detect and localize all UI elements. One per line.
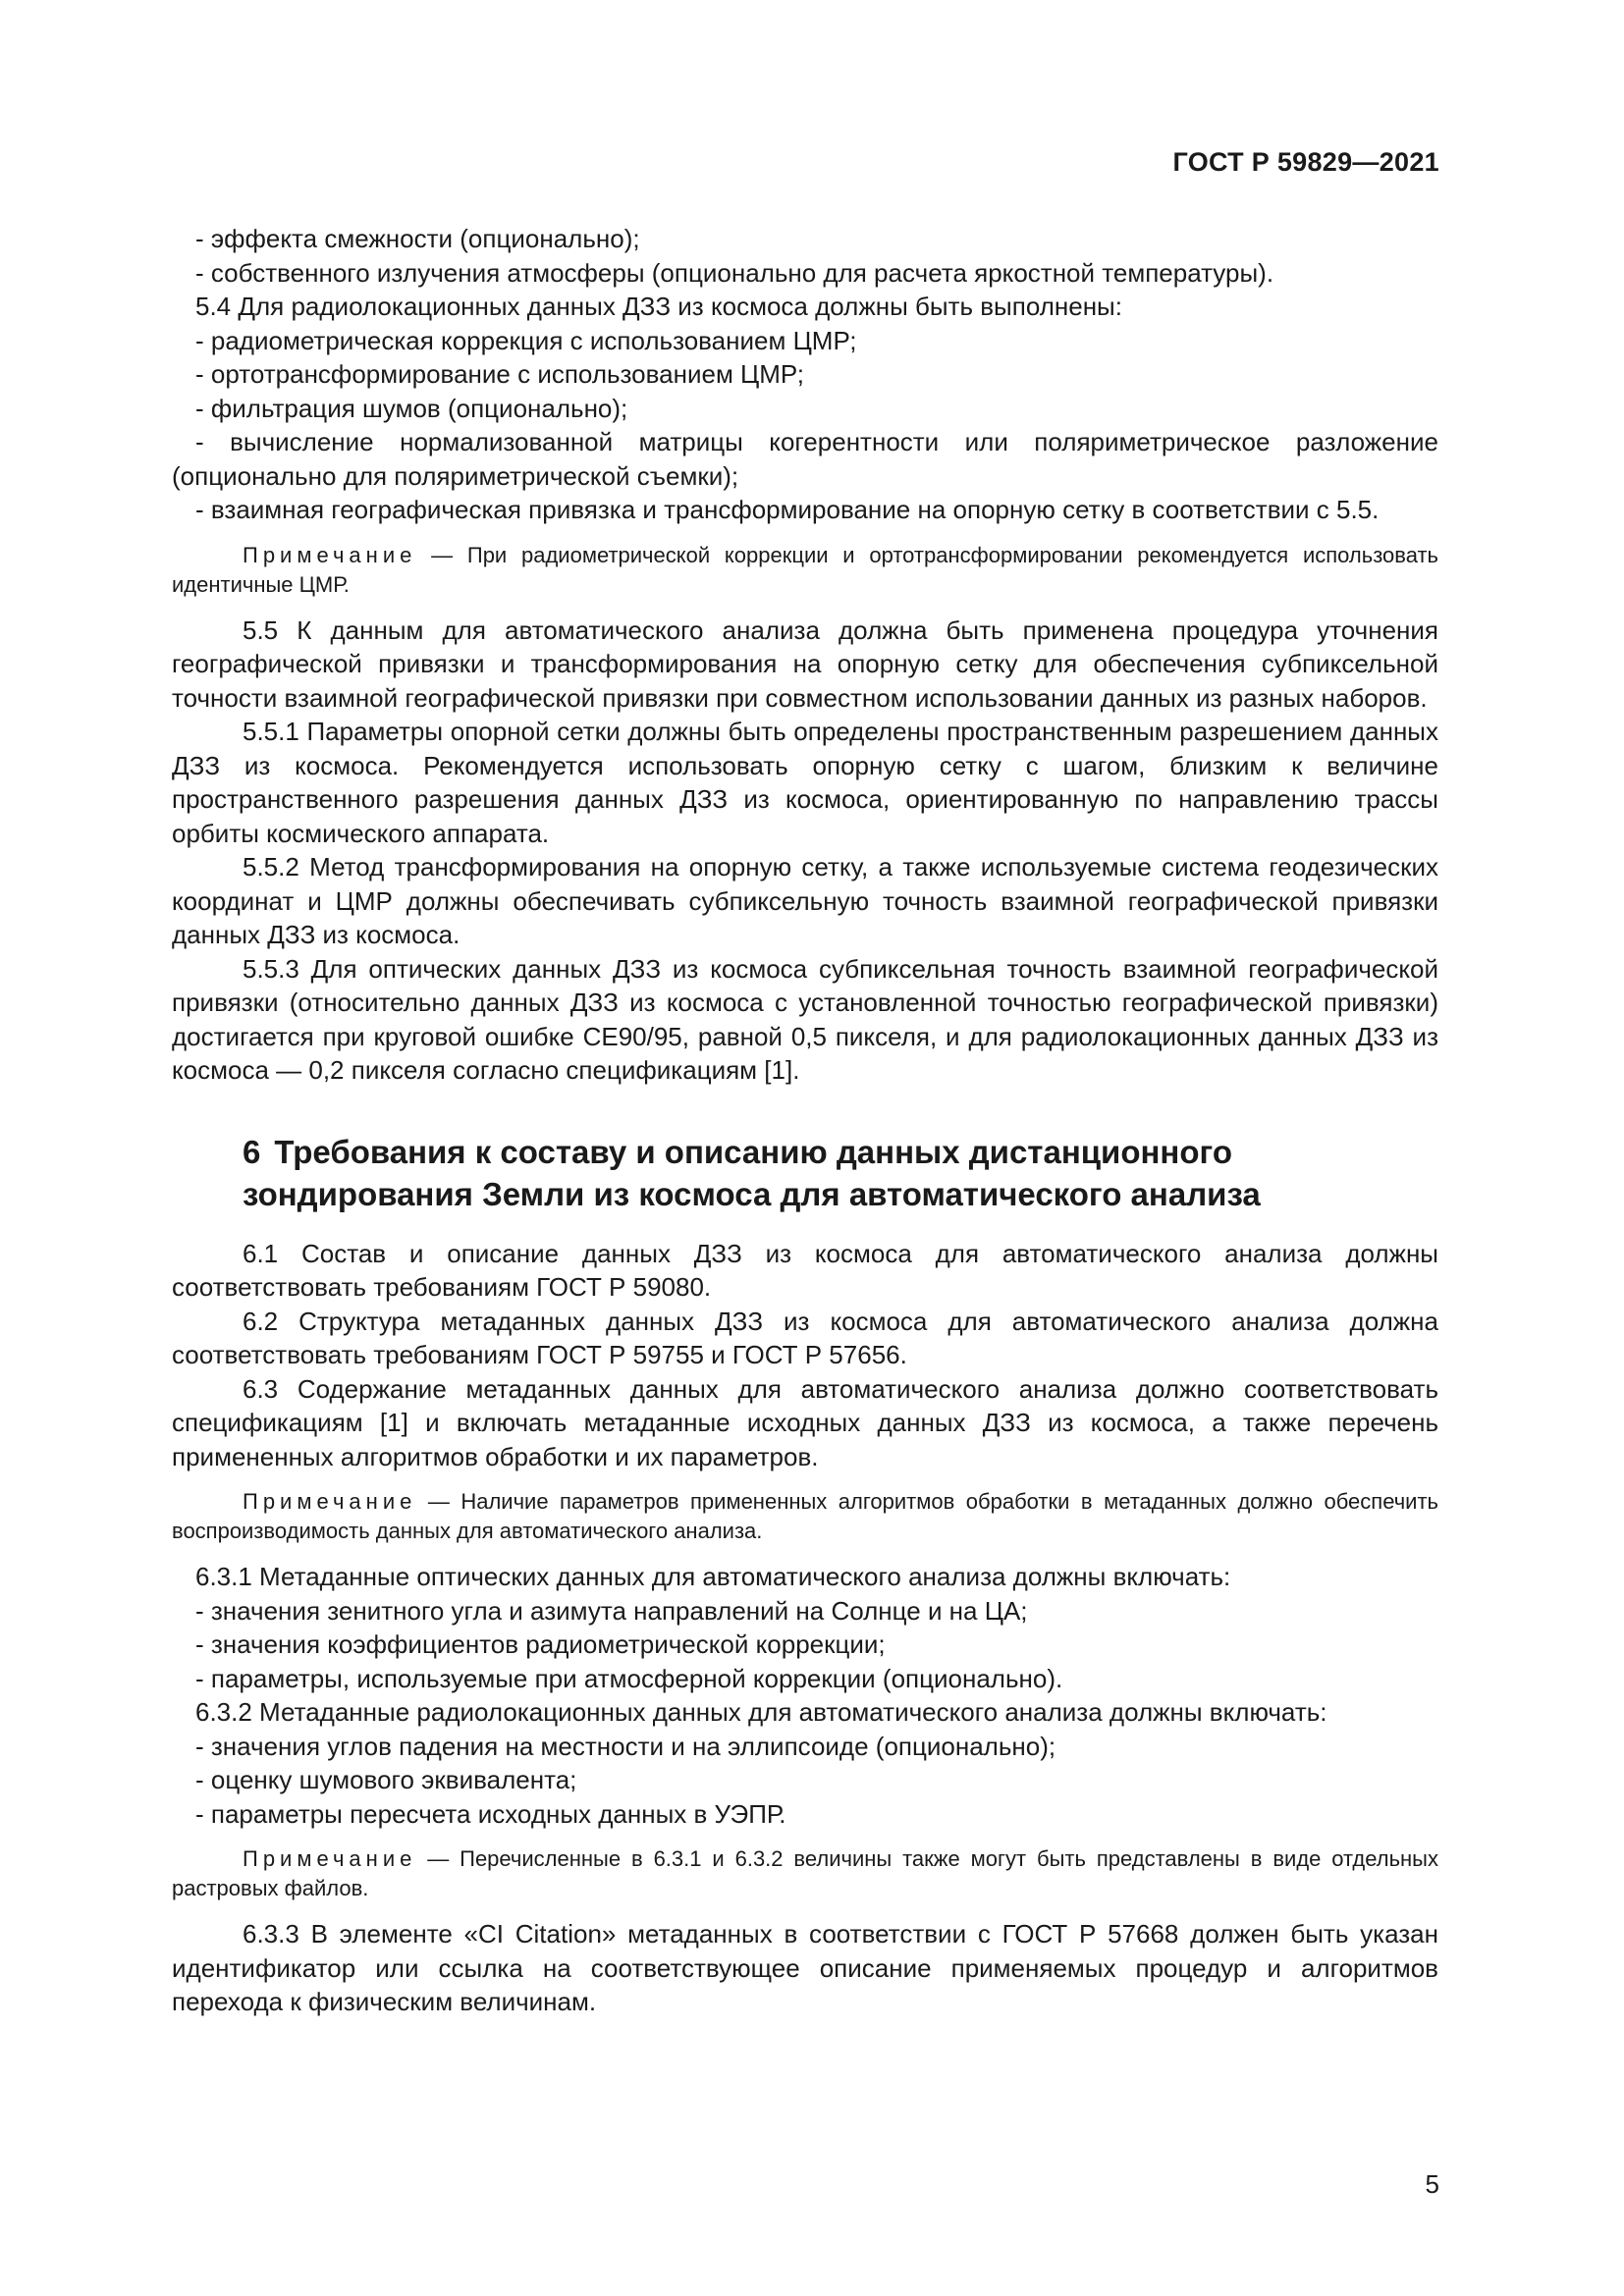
page-number: 5 [1425, 2169, 1439, 2199]
note-text: — Перечисленные в 6.3.1 и 6.3.2 величины также могут быть представлены в виде отдельных растровых файлов. [172, 1846, 1438, 1900]
note-2 [172, 1487, 1438, 1546]
note-label: Примечание [243, 542, 417, 567]
list-item: - параметры пересчета исходных данных в УЭПР. [195, 1798, 786, 1829]
note-1 [172, 541, 1438, 600]
note-text: — При радиометрической коррекции и ортотрансформировании рекомендуется использовать идентичные ЦМР. [172, 542, 1438, 597]
list-item: - параметры, используемые при атмосферной коррекции (опционально). [195, 1663, 1063, 1693]
clause-5-4: 5.4 Для радиолокационных данных ДЗЗ из космоса должны быть выполнены: [195, 292, 1122, 321]
note-3 [172, 1844, 1438, 1903]
list-item: - собственного излучения атмосферы (опционально для расчета яркостной температуры). [195, 257, 1274, 288]
clause-5-5: 5.5 К данным для автоматического анализа должна быть применена процедура уточнения географической привязки и трансформирования на опорную сетку для обеспечения субпиксельной точности взаимной географической привязки при совместном использовании данных из разных наборов. [172, 614, 1438, 713]
clause-6-3-3: 6.3.3 В элементе «CI Citation» метаданных в соответствии с ГОСТ Р 57668 должен быть указан идентификатор или ссылка на соответствующее описание применяемых процедур и алгоритмов перехода к физическим величинам. [172, 1919, 1438, 2016]
clause-6-2: 6.2 Структура метаданных данных ДЗЗ из космоса для автоматического анализа должна соответствовать требованиям ГОСТ Р 59755 и ГОСТ Р 57656. [172, 1306, 1438, 1369]
list-item: - ортотрансформирование с использованием ЦМР; [195, 359, 804, 389]
note-label: Примечание [243, 1846, 417, 1871]
list-item: - взаимная географическая привязка и трансформирование на опорную сетку в соответствии с 5.5. [195, 495, 1380, 524]
list-item: - фильтрация шумов (опционально); [195, 393, 628, 423]
list-item: - значения зенитного угла и азимута направлений на Солнце и на ЦА; [195, 1595, 1028, 1626]
clause-6-3: 6.3 Содержание метаданных данных для автоматического анализа должно соответствовать спецификациям [1] и включать метаданные исходных данных ДЗЗ из космоса, а также перечень примененных алгоритмов обработки и их параметров. [172, 1373, 1438, 1471]
clause-6-3-1: 6.3.1 Метаданные оптических данных для автоматического анализа должны включать: [195, 1562, 1231, 1591]
list-item: - оценку шумового эквивалента; [195, 1765, 577, 1794]
clause-6-3-2: 6.3.2 Метаданные радиолокационных данных для автоматического анализа должны включать: [195, 1697, 1327, 1727]
clause-5-5-3: 5.5.3 Для оптических данных ДЗЗ из космоса субпиксельная точность взаимной географической привязки (относительно данных ДЗЗ из космоса с установленной точностью географической привязки) достигается при круговой ошибке CE90/95, равной 0,5 пикселя, и для радиолокационных данных ДЗЗ из космоса — 0,2 пикселя согласно спецификациям [1]. [172, 953, 1438, 1085]
section-heading [172, 1131, 1438, 1215]
section-number: 6 [243, 1133, 261, 1170]
list-item: - значения коэффициентов радиометрической коррекции; [195, 1629, 886, 1659]
section-title: Требования к составу и описанию данных дистанционного зондирования Земли из космоса для автоматического анализа [243, 1133, 1261, 1212]
list-item: - эффекта смежности (опционально); [195, 224, 640, 253]
note-label: Примечание [243, 1489, 417, 1514]
list-item: - вычисление нормализованной матрицы когерентности или поляриметрическое разложение (опционально для поляриметрической съемки); [172, 427, 1438, 491]
clause-5-5-2: 5.5.2 Метод трансформирования на опорную сетку, а также используемые система геодезических координат и ЦМР должны обеспечивать субпиксельную точность взаимной географической привязки данных ДЗЗ из космоса. [172, 852, 1438, 949]
clause-6-1: 6.1 Состав и описание данных ДЗЗ из космоса для автоматического анализа должны соответствовать требованиям ГОСТ Р 59080. [172, 1238, 1438, 1302]
clause-5-5-1: 5.5.1 Параметры опорной сетки должны быть определены пространственным разрешением данных ДЗЗ из космоса. Рекомендуется использовать опорную сетку с шагом, близким к величине пространственного разрешения данных ДЗЗ из космоса, ориентированную по направлению трассы орбиты космического аппарата. [172, 717, 1438, 848]
list-item: - радиометрическая коррекция с использованием ЦМР; [195, 325, 857, 355]
document-code: ГОСТ Р 59829—2021 [1172, 147, 1439, 177]
list-item: - значения углов падения на местности и на эллипсоиде (опционально); [195, 1731, 1056, 1761]
note-text: — Наличие параметров примененных алгоритмов обработки в метаданных должно обеспечить воспроизводимость данных для автоматического анализа. [172, 1489, 1438, 1543]
document-body [172, 222, 1438, 2019]
